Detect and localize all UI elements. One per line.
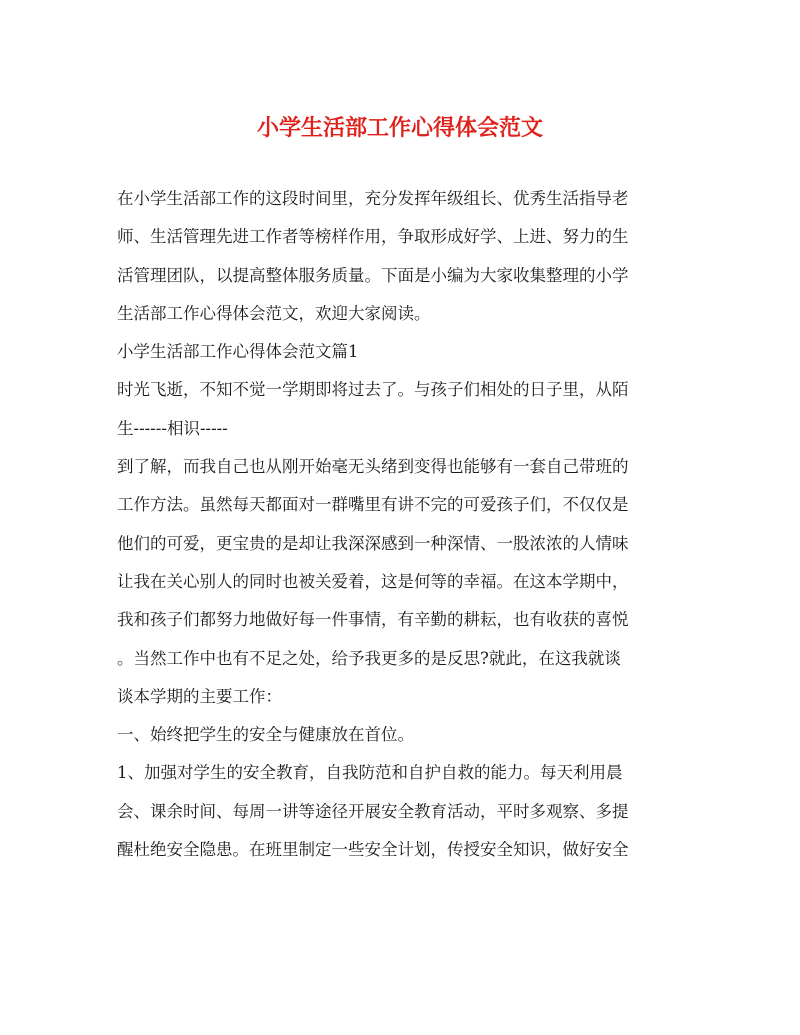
paragraph-line: 生------相识----- <box>117 418 228 438</box>
paragraph-line: 1、加强对学生的安全教育，自我防范和自护自救的能力。每天利用晨 <box>117 763 623 783</box>
paragraph-line: 他们的可爱，更宝贵的是却让我深深感到一种深情、一股浓浓的人情味 <box>117 533 629 553</box>
paragraph-line: 师、生活管理先进工作者等榜样作用，争取形成好学、上进、努力的生 <box>117 227 629 247</box>
paragraph-line: 醒杜绝安全隐患。在班里制定一些安全计划，传授安全知识，做好安全 <box>117 840 629 860</box>
paragraph-line: 生活部工作心得体会范文，欢迎大家阅读。 <box>117 303 431 323</box>
paragraph-line: 工作方法。虽然每天都面对一群嘴里有讲不完的可爱孩子们，不仅仅是 <box>117 495 629 515</box>
paragraph-line: 我和孩子们都努力地做好每一件事情，有辛勤的耕耘，也有收获的喜悦 <box>117 610 629 630</box>
paragraph-line: 到了解，而我自己也从刚开始毫无头绪到变得也能够有一套自己带班的 <box>117 457 629 477</box>
paragraph-line: 。当然工作中也有不足之处，给予我更多的是反思?就此，在这我就谈 <box>117 648 621 668</box>
paragraph-line: 时光飞逝，不知不觉一学期即将过去了。与孩子们相处的日子里，从陌 <box>117 380 629 400</box>
section-heading: 一、始终把学生的安全与健康放在首位。 <box>117 725 414 745</box>
paragraph-line: 让我在关心别人的同时也被关爱着，这是何等的幸福。在这本学期中， <box>117 571 629 591</box>
document-body <box>117 180 687 869</box>
document-title: 小学生活部工作心得体会范文 <box>256 115 543 141</box>
paragraph-line: 会、课余时间、每周一讲等途径开展安全教育活动，平时多观察、多提 <box>117 801 629 821</box>
paragraph-line: 在小学生活部工作的这段时间里，充分发挥年级组长、优秀生活指导老 <box>117 189 629 208</box>
paragraph-line: 谈本学期的主要工作： <box>117 686 282 706</box>
section-heading: 小学生活部工作心得体会范文篇1 <box>117 342 359 362</box>
paragraph-line: 活管理团队，以提高整体服务质量。下面是小编为大家收集整理的小学 <box>117 265 629 285</box>
